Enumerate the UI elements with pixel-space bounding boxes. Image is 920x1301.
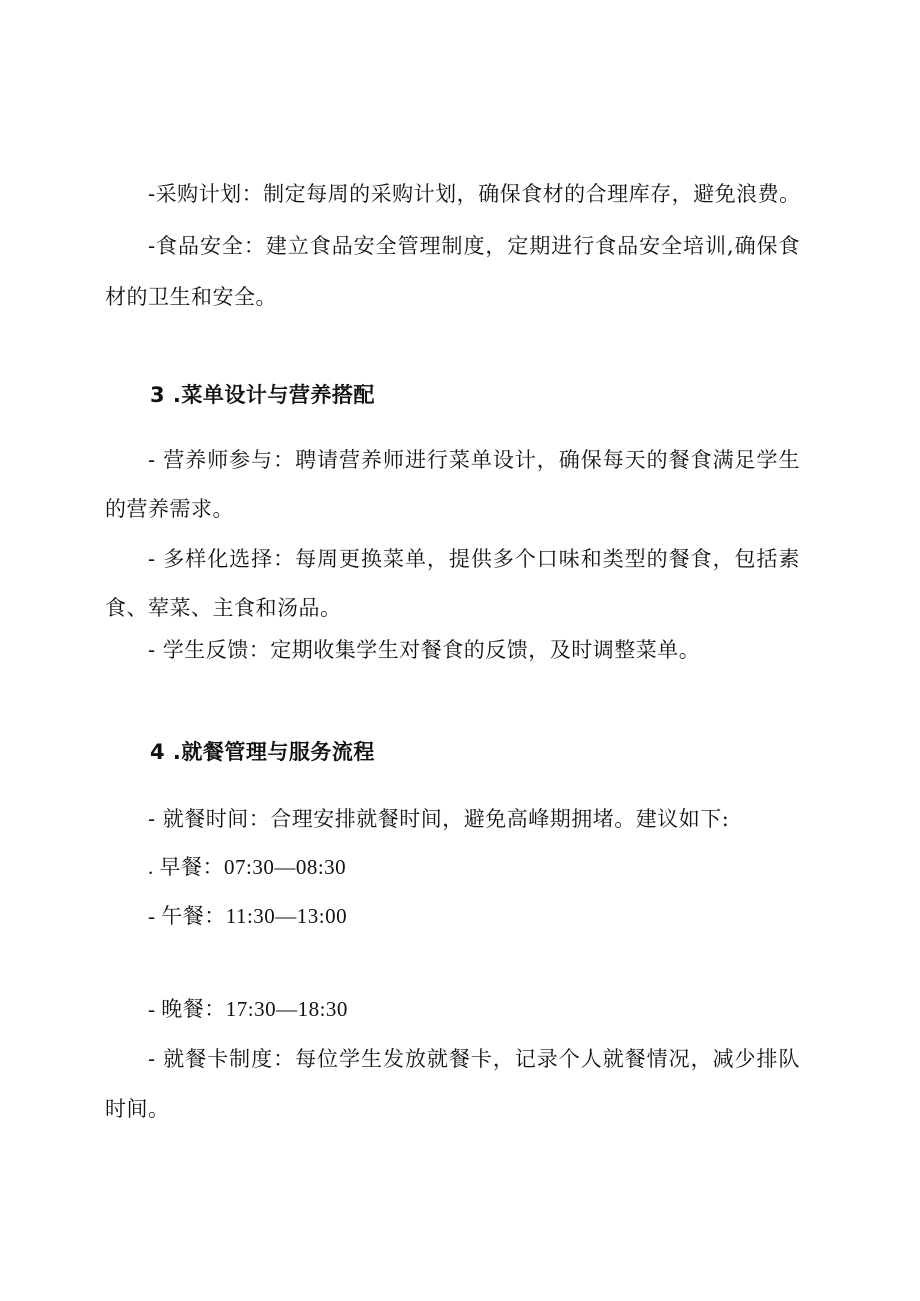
section-4-line-6: 时间。: [105, 1097, 170, 1121]
food-safety-line: -食品安全：建立食品安全管理制度，定期进行食品安全培训,确保食: [148, 234, 800, 258]
section-4-heading: 4 .就餐管理与服务流程: [150, 740, 375, 764]
section-3-line-5: - 学生反馈：定期收集学生对餐食的反馈，及时调整菜单。: [148, 638, 701, 662]
food-safety-continuation: 材的卫生和安全。: [105, 285, 277, 309]
section-3-line-1: - 营养师参与：聘请营养师进行菜单设计，确保每天的餐食满足学生: [148, 448, 800, 472]
section-4-line-1: - 就餐时间：合理安排就餐时间，避免高峰期拥堵。建议如下:: [148, 807, 730, 831]
lunch-time: - 午餐：11:30—13:00: [148, 904, 348, 928]
breakfast-time: . 早餐：07:30—08:30: [148, 855, 347, 879]
section-4-line-5: - 就餐卡制度：每位学生发放就餐卡，记录个人就餐情况，减少排队: [148, 1047, 800, 1071]
procurement-plan-line: -采购计划：制定每周的采购计划，确保食材的合理库存，避免浪费。: [148, 182, 801, 206]
section-3-line-3: - 多样化选择：每周更换菜单，提供多个口味和类型的餐食，包括素: [148, 547, 800, 571]
dinner-time: - 晚餐：17:30—18:30: [148, 997, 348, 1021]
section-3-line-4: 食、荤菜、主食和汤品。: [105, 596, 342, 620]
section-3-heading: 3 .菜单设计与营养搭配: [150, 383, 375, 407]
section-3-line-2: 的营养需求。: [105, 497, 234, 521]
